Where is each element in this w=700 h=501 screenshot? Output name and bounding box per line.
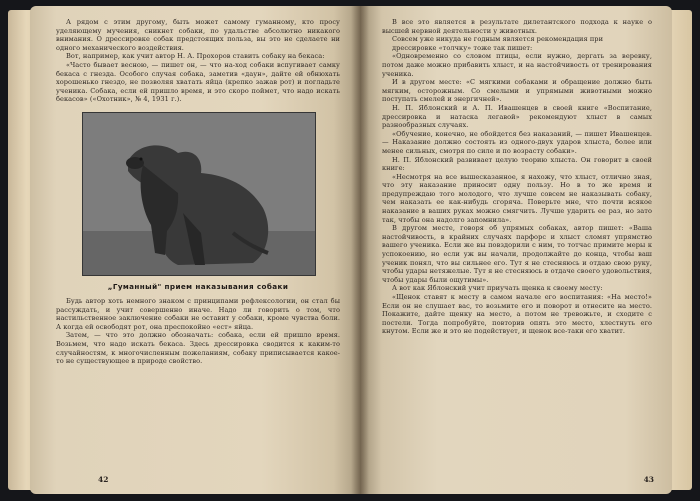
right-page	[360, 6, 672, 494]
right-paragraph: Совсем уже никуда не годным является рекомендация при	[392, 35, 604, 44]
dog-photograph	[82, 112, 316, 276]
figure	[82, 112, 314, 291]
right-paragraph: В другом месте, говоря об упрямых собаках, автор пишет: «Ваша настойчивость, в крайних случаях парфорс и хлыст сломят упрямство вашего ученика. Если же вы повздорили с ним, то тотчас примите меры к успокоению, но если уж вы начали, продолжайте до конца, чтобы ваш ученик понял, что вы сильнее его. Тут я не стесняюсь и отдаю свою руку, чтобы удары нетяжелые. Тут я не стесняюсь в отдаче своего удовольствия, чтобы удары были ощутимы».	[382, 224, 652, 284]
left-paragraph: Будь автор хоть немного знаком с принципами рефлексологии, он стал бы рассуждать, и учит совершенно иначе. Надо ли говорить о том, что настильственное заключение собаки не оставит у собаки, кроме чувства боли. А когда ей освободят рот, она преспокойно «ест» яйца.	[56, 296, 340, 331]
open-book	[8, 6, 692, 496]
right-paragraph: «Щенок ставят к месту в самом начале его воспитания: «На место!» Если он не слушает вас, то возьмите его и поворот и отнесите на место. Покажите, дайте щенку на место, а потом не тревожьте, и сходите с постели. Тогда попробуйте, повторив опять это место, хлестнуть его кнутом. Если же и это не подействует, и щенок все-таки его хватит.	[382, 293, 652, 336]
right-paragraph: А вот как Яблонский учит приучать щенка к своему месту:	[392, 284, 603, 293]
left-paragraph: Вот, например, как учит автор Н. А. Прохоров ставить собаку на бекаса:	[66, 52, 325, 61]
right-paragraph: «Обучение, конечно, не обойдется без наказаний, — пишет Ивашенцев. — Наказание должно состоять из одного-двух ударов хлыста, более или менее сильных, смотря по силе и по возрасту собаки».	[382, 129, 652, 155]
left-paragraph: Затем, — что это должно обозначать: собака, если ей пришло время. Возьмем, что надо искать бекаса. Здесь дрессировка сводится к каким-то случайностям, к многочисленным пожеланиям, собаку приписывается какое-то не существующее в природе свойство.	[56, 331, 340, 366]
book-gutter	[351, 6, 369, 494]
right-paragraph: «Несмотря на все вышесказанное, я нахожу, что хлыст, отлично зная, что эту наказание приносит одну пользу. Но в то же время и предупреждаю того молодого, что лучше совсем не наказывать собаку, чем наказать ее как-нибудь сгоряча. Поверьте мне, что почти всякое наказание в ваших руках можно смягчить. Лучше ударить ее раз, но зато так, чтобы она надолго запомнила».	[382, 172, 652, 224]
right-paragraph: «Одновременно со словом птицы, если нужно, дергать за веревку, потом даже можно прибавить хлыст, и на настойчивость от тренирования ученика.	[382, 52, 652, 78]
left-paragraph: «Часто бывает весною, — пишет он, — что на-ход собаки вспугивает самку бекаса с гнезда. Особого случая собака, заметив «даун», дайте ей обнюхать хорошенько гнездо, не позволяя хватать яйца (крепко зажав рот) и погладьте ученика. Собака, если ей пришло время, и это скоро поймет, что надо искать бекасов» («Охотник», № 4, 1931 г.).	[56, 60, 340, 104]
dog-illustration	[83, 113, 315, 275]
right-page-number: 43	[643, 475, 654, 484]
right-paragraph: Н. П. Яблонский развивает целую теорию хлыста. Он говорит в своей книге:	[382, 155, 652, 173]
figure-caption: „Гуманный" прием наказывания собаки	[107, 281, 289, 291]
left-page	[30, 6, 360, 494]
left-page-number: 42	[98, 475, 109, 484]
right-paragraph: Н. П. Яблонский и А. П. Ивашенцев в своей книге «Воспитание, дрессировка и натаска легавой» рекомендуют хлыст в самых разнообразных случаях.	[382, 103, 652, 130]
right-paragraph: В все это является в результате дилетантского подхода к науке о высшей нервной деятельности у животных.	[382, 18, 652, 35]
right-paragraph: И в другом месте: «С мягкими собаками и обращение должно быть мягким, осторожным. Со смелыми и упрямыми животными можно поступать смелей и энергичней».	[382, 78, 652, 104]
left-paragraph: А рядом с этим другому, быть может самому гуманному, кто просу уделяющему мучения, сникнет собаки, по удальстве абсолютно никакого внимания. О дрессировке собак предстоящих польза, вы это не сделаете ни одного механического воздействия.	[56, 18, 340, 52]
right-paragraph: дрессировке «толчку» тоже так пишет:	[392, 43, 533, 52]
